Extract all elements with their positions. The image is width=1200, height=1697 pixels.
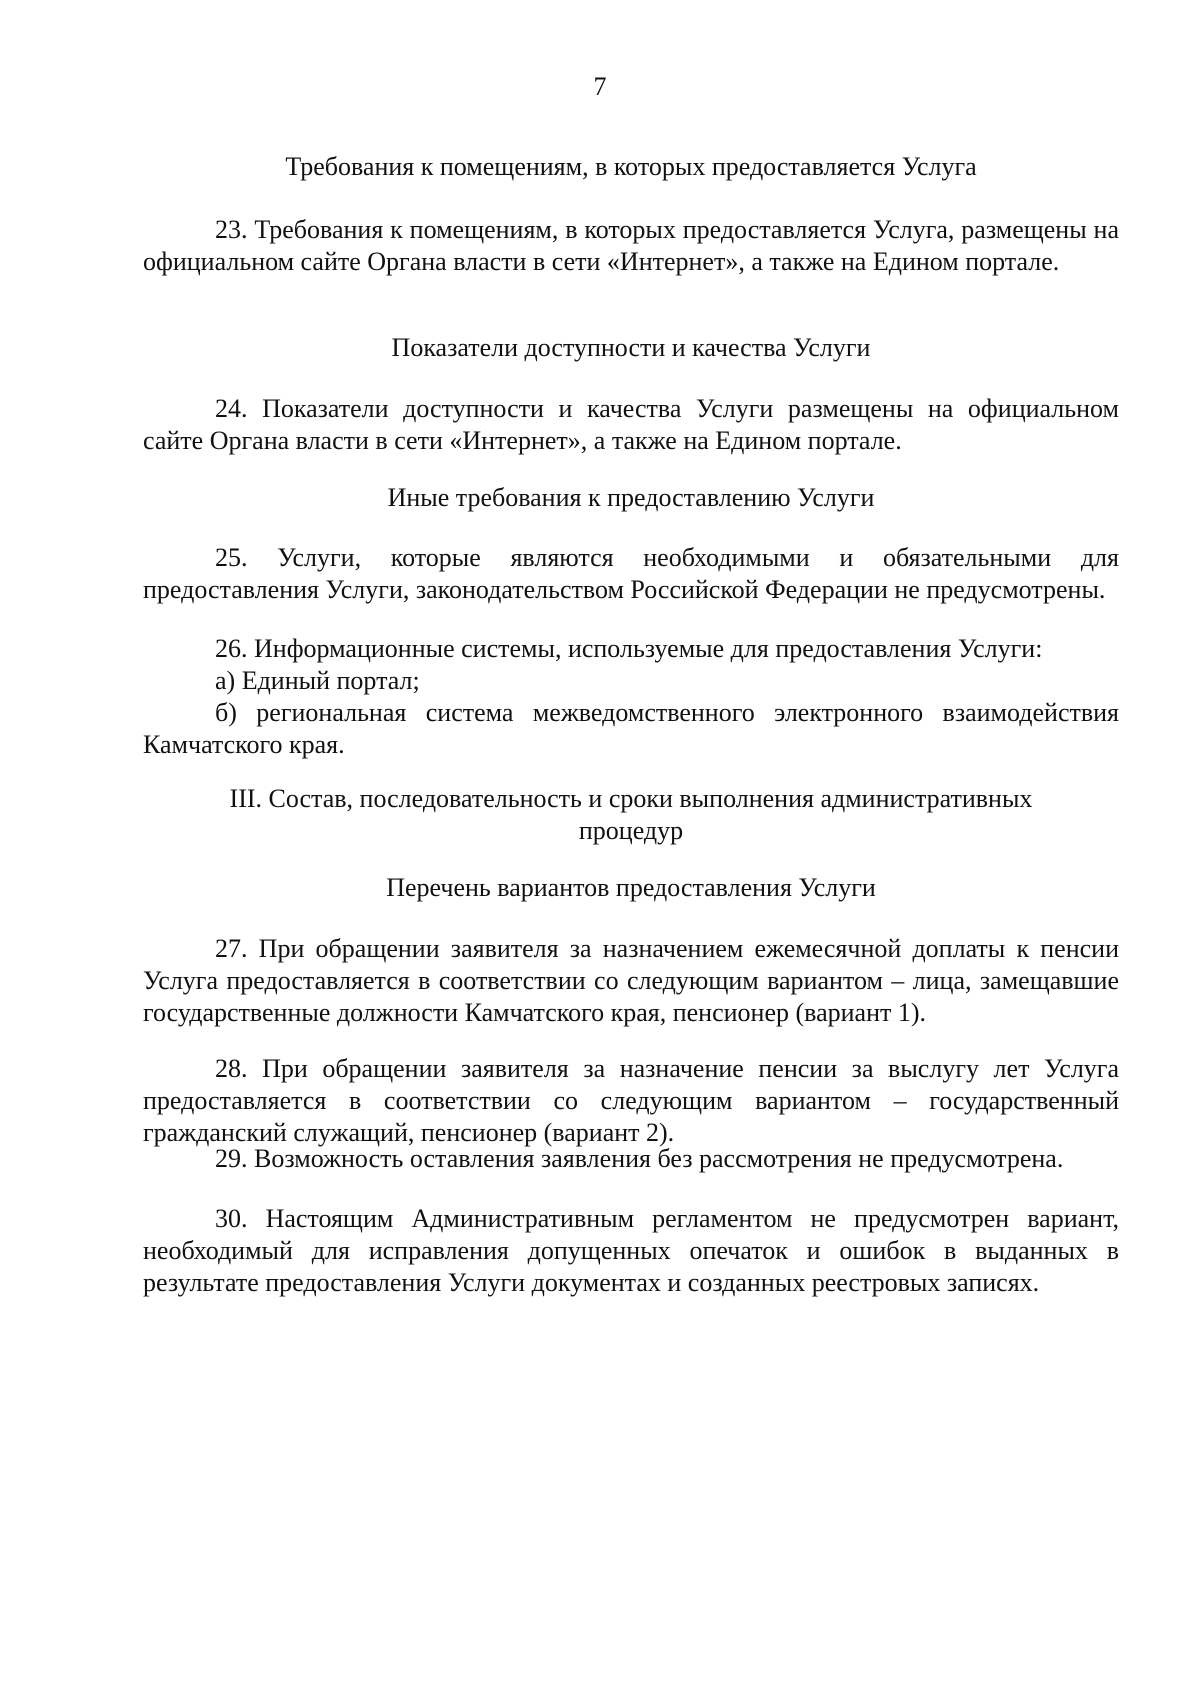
paragraph-25 — [143, 542, 1119, 606]
heading-premises — [143, 151, 1119, 183]
paragraph-text: 25. Услуги, которые являются необходимыми и обязательными для предоставления Услуги, законодательством Российской Федерации не предусмотрены. — [143, 543, 1119, 604]
paragraph-text: 24. Показатели доступности и качества Услуги размещены на официальном сайте Органа власти в сети «Интернет», а также на Едином портале. — [143, 394, 1119, 455]
section-heading-line-2: процедур — [578, 816, 684, 845]
paragraph-text: 23. Требования к помещениям, в которых предоставляется Услуга, размещены на официальном сайте Органа власти в сети «Интернет», а также на Едином портале. — [143, 215, 1119, 276]
heading-indicators — [143, 332, 1119, 364]
paragraph-29 — [143, 1143, 1119, 1175]
heading-other — [143, 482, 1119, 514]
paragraph-26 — [143, 633, 1119, 761]
paragraph-text: 30. Настоящим Административным регламентом не предусмотрен вариант, необходимый для исправления допущенных опечаток и ошибок в выданных в результате предоставления Услуги документах и созданных реестровых записях. — [143, 1204, 1119, 1297]
page-number: 7 — [593, 72, 607, 101]
paragraph-text: 29. Возможность оставления заявления без рассмотрения не предусмотрена. — [215, 1144, 1064, 1173]
paragraph-28 — [143, 1053, 1119, 1149]
paragraph-23 — [143, 214, 1119, 278]
section-heading-iii — [143, 783, 1119, 847]
list-item-b: б) региональная система межведомственного электронного взаимодействия Камчатского края. — [143, 698, 1119, 759]
paragraph-30 — [143, 1203, 1119, 1299]
section-heading-line-1: III. Состав, последовательность и сроки выполнения административных — [229, 784, 1033, 813]
list-item-a: а) Единый портал; — [215, 666, 420, 695]
section-subheading: Требования к помещениям, в которых предоставляется Услуга — [285, 152, 977, 181]
paragraph-text: 28. При обращении заявителя за назначение пенсии за выслугу лет Услуга предоставляется в соответствии со следующим вариантом – государственный гражданский служащий, пенсионер (вариант 2). — [143, 1054, 1119, 1147]
section-subheading: Иные требования к предоставлению Услуги — [387, 483, 875, 512]
heading-variants — [143, 872, 1119, 904]
section-subheading: Перечень вариантов предоставления Услуги — [386, 873, 876, 902]
section-subheading: Показатели доступности и качества Услуги — [391, 333, 871, 362]
paragraph-27 — [143, 933, 1119, 1029]
paragraph-text: 27. При обращении заявителя за назначением ежемесячной доплаты к пенсии Услуга предоставляется в соответствии со следующим вариантом – лица, замещавшие государственные должности Камчатского края, пенсионер (вариант 1). — [143, 934, 1119, 1027]
paragraph-text: 26. Информационные системы, используемые для предоставления Услуги: — [215, 634, 1043, 663]
paragraph-24 — [143, 393, 1119, 457]
